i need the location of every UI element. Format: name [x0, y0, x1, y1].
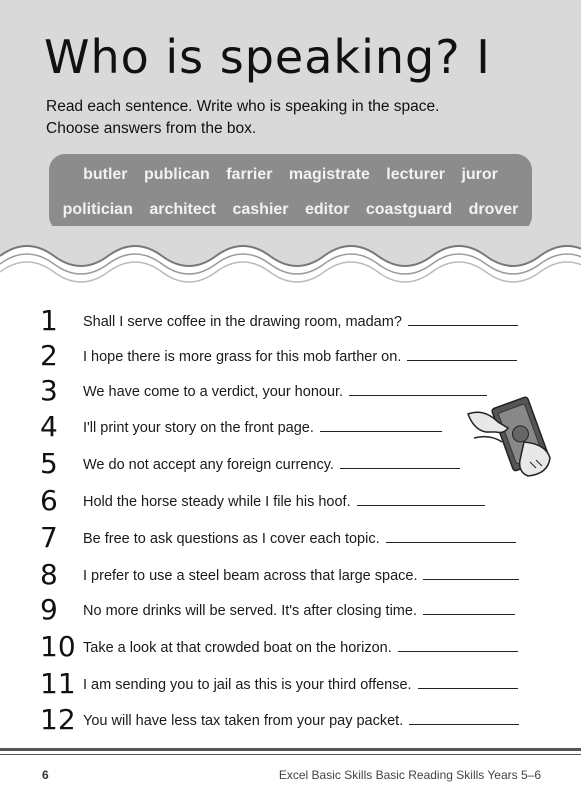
question-text: I'll print your story on the front page. [83, 420, 314, 436]
question-number: 6 [40, 484, 58, 517]
answer-line[interactable] [340, 456, 460, 469]
word-option: drover [468, 201, 519, 218]
question-6 [40, 484, 560, 518]
answer-line[interactable] [423, 602, 515, 615]
question-number: 3 [40, 374, 58, 407]
footer-rule-thin [0, 754, 581, 755]
question-8 [40, 558, 560, 592]
question-text: I hope there is more grass for this mob farther on. [83, 349, 402, 365]
question-number: 2 [40, 339, 58, 372]
word-option: architect [149, 201, 217, 218]
question-text: Hold the horse steady while I file his hoof. [83, 494, 351, 510]
word-option: juror [461, 166, 498, 183]
answer-line[interactable] [423, 567, 519, 580]
answer-line[interactable] [320, 419, 442, 432]
question-12 [40, 703, 560, 737]
word-box-row-1 [49, 166, 532, 184]
question-number: 7 [40, 521, 58, 554]
question-text: Shall I serve coffee in the drawing room, madam? [83, 314, 402, 330]
question-number: 1 [40, 304, 58, 337]
question-text: You will have less tax taken from your pay packet. [83, 713, 404, 729]
instruction-line-1: Read each sentence. Write who is speaking in the space. [46, 98, 440, 115]
question-7 [40, 521, 560, 555]
question-number: 8 [40, 558, 58, 591]
question-number: 4 [40, 410, 58, 443]
question-number: 9 [40, 593, 58, 626]
word-option: publican [143, 166, 210, 183]
question-text: No more drinks will be served. It's after closing time. [83, 603, 417, 619]
answer-line[interactable] [407, 348, 517, 361]
question-10 [40, 630, 560, 664]
question-text: I am sending you to jail as this is your third offense. [83, 677, 412, 693]
question-number: 5 [40, 447, 58, 480]
question-11 [40, 667, 560, 701]
question-text: Take a look at that crowded boat on the horizon. [83, 640, 392, 656]
question-number: 10 [40, 630, 76, 663]
question-number: 11 [40, 667, 76, 700]
footer-rule [0, 748, 581, 751]
instructions [46, 96, 439, 140]
question-2 [40, 339, 560, 373]
question-text: We do not accept any foreign currency. [83, 457, 334, 473]
word-option: cashier [232, 201, 289, 218]
word-option: magistrate [288, 166, 370, 183]
word-option: coastguard [365, 201, 453, 218]
page-credit: Excel Basic Skills Basic Reading Skills Years 5–6 [278, 768, 541, 782]
word-option: farrier [226, 166, 273, 183]
word-option: butler [83, 166, 128, 183]
page-title: Who is speaking? I [44, 30, 491, 84]
page-number: 6 [42, 768, 49, 782]
word-box [49, 154, 532, 232]
question-9 [40, 593, 560, 627]
hand-holding-money-icon [464, 392, 560, 482]
answer-line[interactable] [357, 493, 485, 506]
answer-line[interactable] [398, 639, 518, 652]
question-text: Be free to ask questions as I cover each topic. [83, 531, 380, 547]
word-option: politician [62, 201, 133, 218]
answer-line[interactable] [408, 313, 518, 326]
word-option: editor [304, 201, 350, 218]
question-text: I prefer to use a steel beam across that large space. [83, 568, 418, 584]
answer-line[interactable] [386, 530, 516, 543]
question-number: 12 [40, 703, 76, 736]
question-1 [40, 304, 560, 338]
word-option: lecturer [386, 166, 445, 183]
answer-line[interactable] [418, 676, 518, 689]
answer-line[interactable] [409, 712, 519, 725]
word-box-row-2 [49, 201, 532, 219]
wave-divider [0, 226, 581, 298]
instruction-line-2: Choose answers from the box. [46, 120, 257, 137]
question-text: We have come to a verdict, your honour. [83, 384, 344, 400]
